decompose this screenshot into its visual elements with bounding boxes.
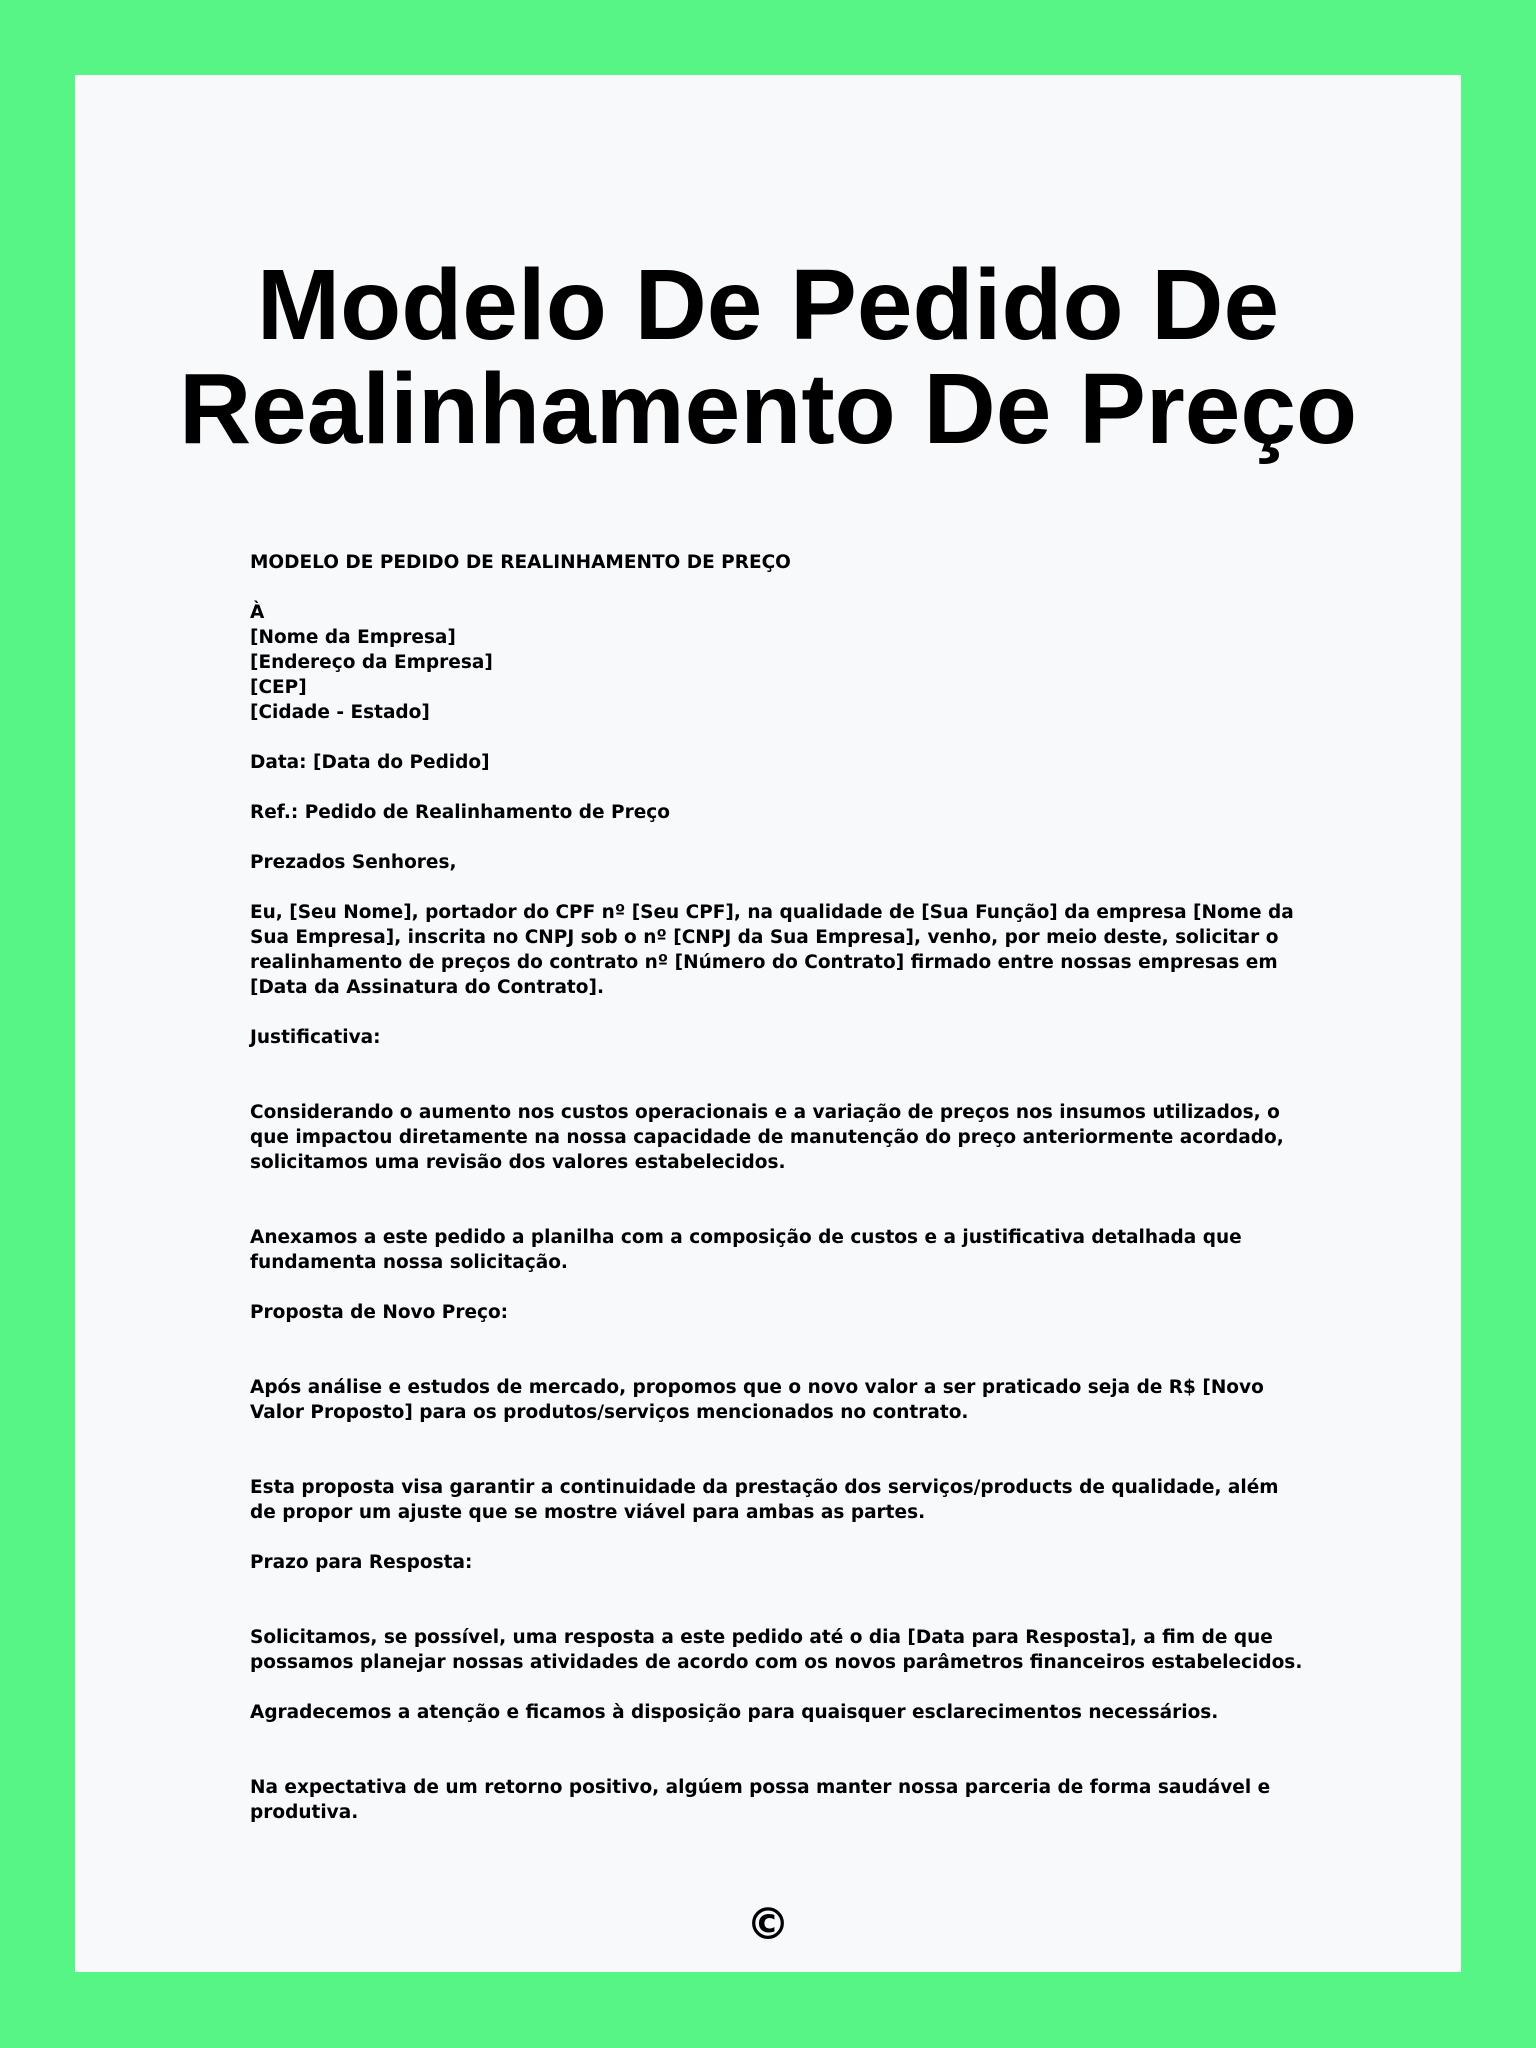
letter-body	[250, 550, 1310, 1825]
letter-intro: Eu, [Seu Nome], portador do CPF nº [Seu CPF], na qualidade de [Sua Função] da empresa [Nome da Sua Empresa], inscrita no CNPJ sob o nº [CNPJ da Sua Empresa], venho, por meio deste, solicitar o realinhamento de preços do contrato nº [Número do Contrato] firmado entre nossas empresas em [Data da Assinatura do Contrato].	[250, 902, 1294, 998]
letter-salutation: Prezados Senhores,	[250, 852, 457, 873]
deadline-paragraph-1: Solicitamos, se possível, uma resposta a este pedido até o dia [Data para Resposta], a fim de que possamos planejar nossas atividades de acordo com os novos parâmetros financeiros estabelecidos.	[250, 1627, 1303, 1673]
recipient-address: [Endereço da Empresa]	[250, 652, 493, 673]
justification-paragraph-1: Considerando o aumento nos custos operacionais e a variação de preços nos insumos utilizados, o que impactou diretamente na nossa capacidade de manutenção do preço anteriormente acordado, solicitamos uma revisão dos valores estabelecidos.	[250, 1102, 1284, 1173]
recipient-city-state: [Cidade - Estado]	[250, 702, 430, 723]
proposal-paragraph-1: Após análise e estudos de mercado, propomos que o novo valor a ser praticado seja de R$ [Novo Valor Proposto] para os produtos/serviços mencionados no contrato.	[250, 1377, 1264, 1423]
proposal-label: Proposta de Novo Preço:	[250, 1302, 509, 1323]
thanks-paragraph: Agradecemos a atenção e ficamos à disposição para quaisquer esclarecimentos necessários.	[250, 1702, 1219, 1723]
deadline-label: Prazo para Resposta:	[250, 1552, 473, 1573]
letter-reference: Ref.: Pedido de Realinhamento de Preço	[250, 802, 670, 823]
document-page	[75, 75, 1461, 1972]
closing-paragraph: Na expectativa de um retorno positivo, algúem possa manter nossa parceria de forma saudável e produtiva.	[250, 1777, 1271, 1823]
page-title	[75, 249, 1461, 465]
recipient-zip: [CEP]	[250, 677, 307, 698]
justification-paragraph-2: Anexamos a este pedido a planilha com a composição de custos e a justificativa detalhada que fundamenta nossa solicitação.	[250, 1227, 1242, 1273]
letter-date: Data: [Data do Pedido]	[250, 752, 490, 773]
justification-label: Justificativa:	[250, 1027, 381, 1048]
page-title-line-2: Realinhamento De Preço	[178, 353, 1358, 465]
recipient-to: À	[250, 602, 265, 623]
recipient-company: [Nome da Empresa]	[250, 627, 456, 648]
copyright-icon: ©	[746, 1899, 790, 1950]
recipient-block	[250, 600, 1310, 725]
proposal-paragraph-2: Esta proposta visa garantir a continuidade da prestação dos serviços/products de qualidade, além de propor um ajuste que se mostre viável para ambas as partes.	[250, 1477, 1279, 1523]
page-title-line-1: Modelo De Pedido De	[256, 249, 1280, 361]
letter-heading: MODELO DE PEDIDO DE REALINHAMENTO DE PREÇO	[250, 552, 791, 573]
